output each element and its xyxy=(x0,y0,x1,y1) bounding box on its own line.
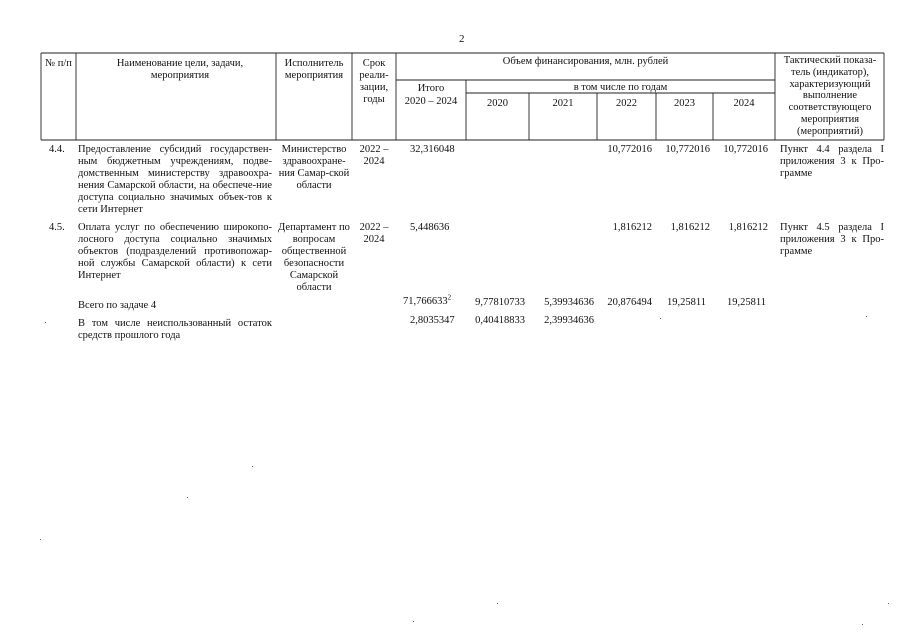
header-total: Итого xyxy=(417,83,445,94)
summary-2021: 5,39934636 xyxy=(544,297,594,308)
header-total-period: 2020 – 2024 xyxy=(404,96,458,107)
scan-speck xyxy=(497,603,498,604)
row-2024: 10,772016 xyxy=(723,144,768,155)
header-year-2022: 2022 xyxy=(616,98,637,109)
header-indicator: Тактический показа-тель (индикатор), характеризующий выполнение соответствующего мероприятия (мероприятий) xyxy=(783,55,877,137)
header-executor: Исполнитель мероприятия xyxy=(284,58,344,81)
row-2022: 10,772016 xyxy=(607,144,652,155)
summary-label: Всего по задаче 4 xyxy=(78,300,157,311)
header-financing: Объем финансирования, млн. рублей xyxy=(502,56,669,67)
summary-total: 71,766633$^2$ xyxy=(403,293,452,307)
row-2022: 1,816212 xyxy=(612,222,652,233)
row-indicator: Пункт 4.5 раздела I приложения 3 к Про-грамме xyxy=(780,222,884,257)
row-term: 2022 – 2024 xyxy=(359,144,389,167)
header-year-2021: 2021 xyxy=(552,98,574,109)
scan-speck xyxy=(862,624,863,625)
header-year-2024: 2024 xyxy=(733,98,755,109)
row-indicator: Пункт 4.4 раздела I приложения 3 к Про-грамме xyxy=(780,144,884,179)
scan-speck xyxy=(187,497,188,498)
page-number: 2 xyxy=(459,33,465,45)
summary-2024: 19,25811 xyxy=(727,297,766,308)
scan-speck xyxy=(252,466,253,467)
row-num: 4.5. xyxy=(49,222,65,233)
summary-2023: 19,25811 xyxy=(667,297,706,308)
scan-speck xyxy=(888,603,889,604)
unused-label: В том числе неиспользованный остаток средств прошлого года xyxy=(78,318,272,341)
scan-speck xyxy=(40,539,41,540)
row-2023: 1,816212 xyxy=(670,222,710,233)
header-year-2020: 2020 xyxy=(487,98,508,109)
unused-total: 2,8035347 xyxy=(410,315,455,326)
row-2023: 10,772016 xyxy=(665,144,710,155)
header-term: Срок реали-зации, годы xyxy=(359,58,389,105)
row-executor: Департамент по вопросам общественной безопасности Самарской области xyxy=(278,222,350,293)
row-name: Оплата услуг по обеспечению широкопо-лосного доступа социально значимых объектов (подразделений противопожар-ной службы Самарской области) к сети Интернет xyxy=(78,222,272,281)
scan-speck xyxy=(413,621,414,622)
header-year-2023: 2023 xyxy=(674,98,695,109)
footnote-marker: 2 xyxy=(447,293,452,302)
row-executor: Министерство здравоохране-ния Самар-ской области xyxy=(278,144,350,191)
header-num: № п/п xyxy=(45,58,72,69)
row-num: 4.4. xyxy=(49,144,65,155)
unused-2020: 0,40418833 xyxy=(475,315,525,326)
row-name: Предоставление субсидий государствен-ным бюджетным учреждениям, подве-домственным министерству здравоохра-нения Самарской области, на обеспече-ние доступа социально значимых объек-тов к сети Интернет xyxy=(78,144,272,215)
row-total: 32,316048 xyxy=(410,144,455,155)
header-by-years: в том числе по годам xyxy=(573,82,668,93)
scan-speck xyxy=(866,316,867,317)
row-term: 2022 – 2024 xyxy=(359,222,389,245)
summary-2022: 20,876494 xyxy=(607,297,652,308)
scan-speck xyxy=(45,322,46,323)
summary-2020: 9,77810733 xyxy=(475,297,525,308)
row-2024: 1,816212 xyxy=(728,222,768,233)
header-name: Наименование цели, задачи, мероприятия xyxy=(116,58,244,81)
row-total: 5,448636 xyxy=(410,222,450,233)
unused-2021: 2,39934636 xyxy=(544,315,594,326)
scan-speck xyxy=(660,318,661,319)
